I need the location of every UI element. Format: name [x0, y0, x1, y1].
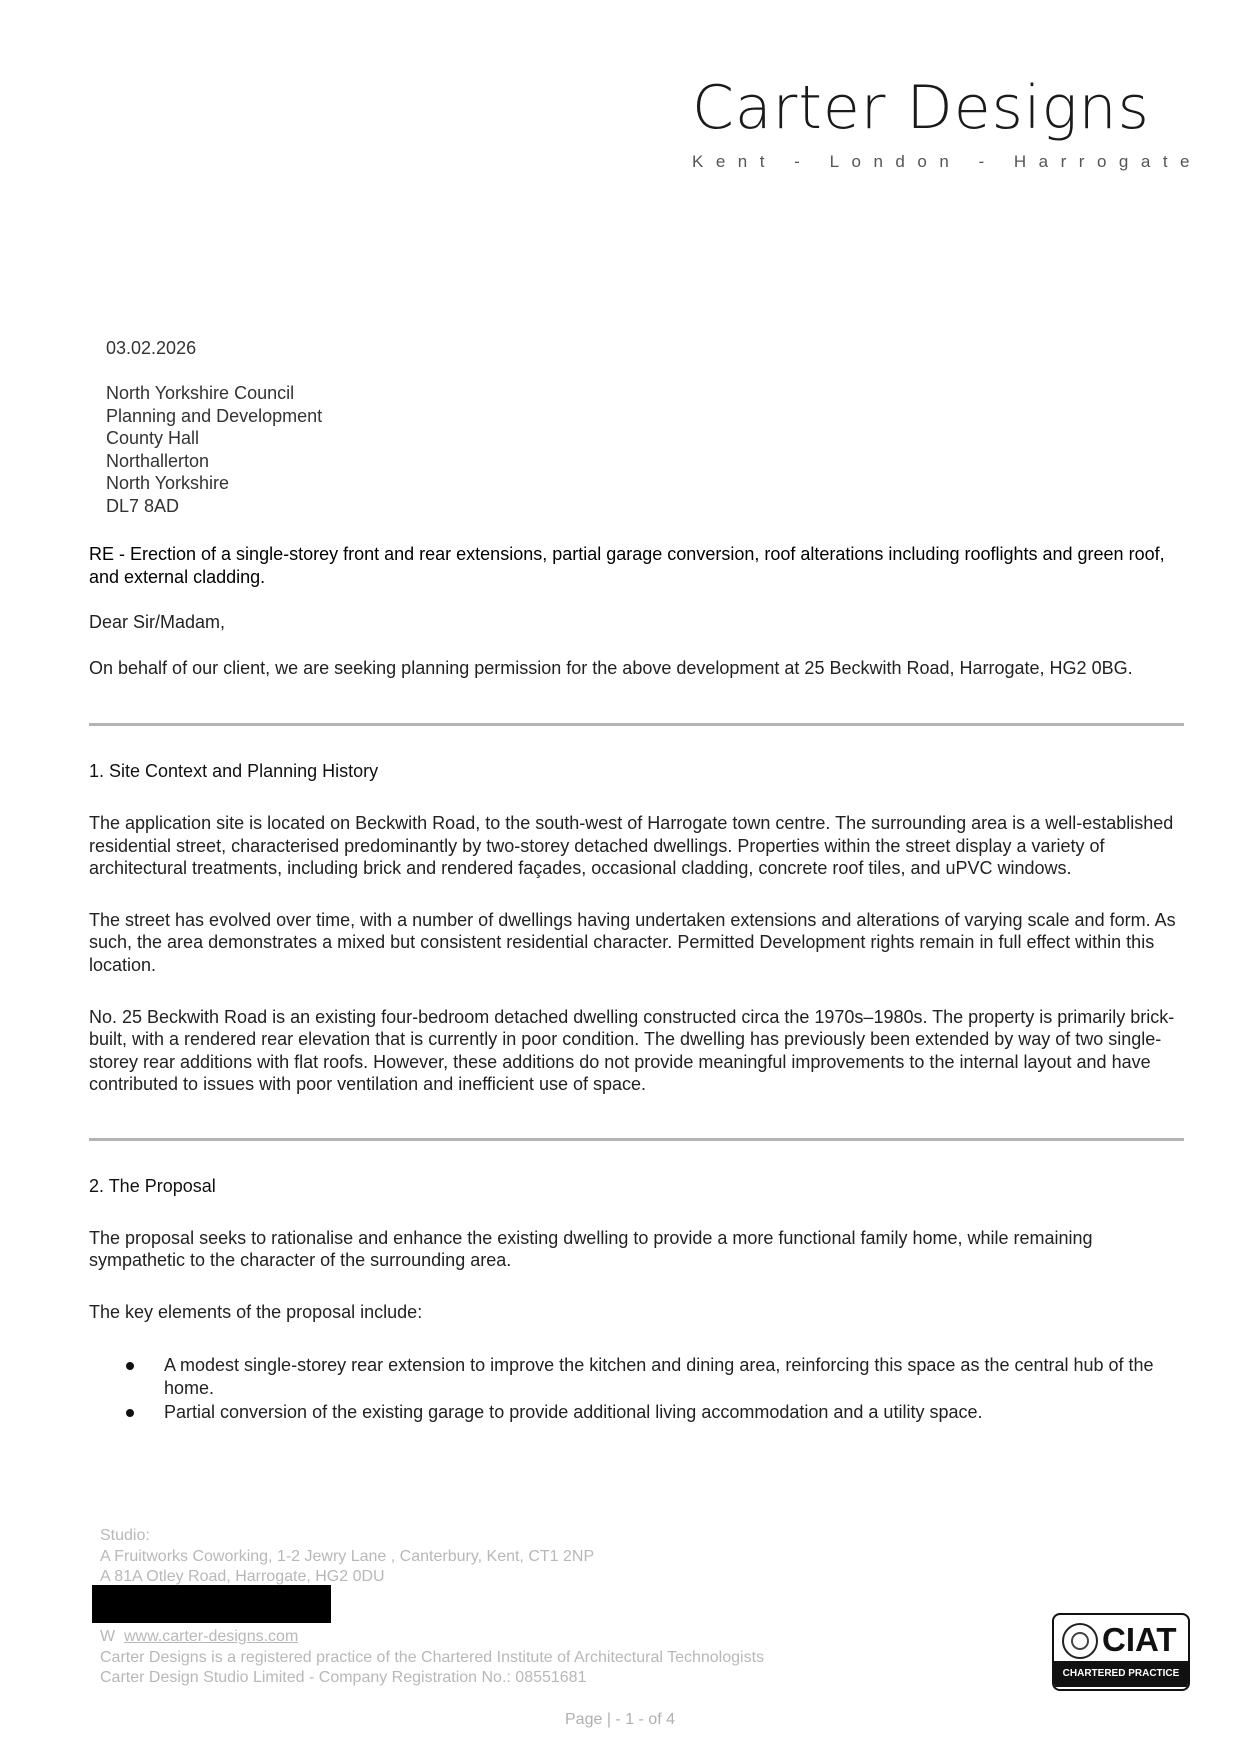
list-item	[89, 1354, 1184, 1399]
company-logo	[691, 73, 1202, 172]
paragraph: The street has evolved over time, with a number of dwellings having undertaken extensions and alterations of varying scale and form. As such, the area demonstrates a mixed but consistent residential character. Permitted Development rights remain in full effect within this location.	[89, 909, 1176, 975]
re-line: RE - Erection of a single-storey front and rear extensions, partial garage conversion, roof alterations including rooflights and green roof, and external cladding.	[89, 544, 1165, 587]
salutation: Dear Sir/Madam,	[89, 612, 226, 633]
recipient-line: North Yorkshire Council	[106, 383, 295, 403]
paragraph: The application site is located on Beckwith Road, to the south-west of Harrogate town centre. The surrounding area is a well-established residential street, characterised predominantly by two-storey detached dwellings. Properties within the street display a variety of architectural treatments, including brick and rendered façades, occasional cladding, concrete roof tiles, and uPVC windows.	[89, 812, 1174, 879]
studio-label: Studio:	[100, 1527, 150, 1544]
web-prefix: W	[100, 1628, 116, 1645]
section-heading-site: 1. Site Context and Planning History	[89, 761, 379, 782]
list-item	[89, 1401, 1184, 1424]
page-number: Page | - 1 - of 4	[565, 1711, 675, 1728]
list-item-text: Partial conversion of the existing garage to provide additional living accommodation and a utility space.	[164, 1402, 983, 1423]
section-divider	[89, 723, 1184, 726]
recipient-line: Planning and Development	[106, 405, 323, 426]
letter-date: 03.02.2026	[106, 338, 197, 358]
bullet-icon	[126, 1362, 134, 1370]
paragraph: The proposal seeks to rationalise and enhance the existing dwelling to provide a more functional family home, while remaining sympathetic to the character of the surrounding area.	[89, 1227, 1093, 1271]
recipient-line: Northallerton	[106, 450, 210, 471]
recipient-line: DL7 8AD	[106, 495, 180, 516]
list-item-text: A modest single-storey rear extension to improve the kitchen and dining area, reinforcing this space as the central hub of the home.	[164, 1355, 1154, 1398]
section-divider	[89, 1138, 1184, 1141]
paragraph: No. 25 Beckwith Road is an existing four-bedroom detached dwelling constructed circa the 1970s–1980s. The property is primarily brick-built, with a rendered rear elevation that is currently in poor condition. The dwelling has previously been extended by way of two single-storey rear additions with flat roofs. However, these additions do not provide meaningful improvements to the internal layout and have contributed to issues with poor ventilation and inefficient use of space.	[89, 1006, 1175, 1095]
letter-body	[89, 543, 1184, 1426]
redacted-block	[92, 1585, 331, 1623]
website-link[interactable]: www.carter-designs.com	[124, 1628, 299, 1645]
ciat-subtitle: CHARTERED PRACTICE	[1054, 1661, 1188, 1687]
recipient-line: North Yorkshire	[106, 473, 230, 494]
ciat-title: CIAT	[1102, 1621, 1177, 1658]
website-line	[100, 1627, 764, 1648]
studio-addresses	[100, 1526, 594, 1588]
company-name: Carter Designs	[691, 73, 1150, 143]
bullet-icon	[126, 1409, 134, 1417]
intro-paragraph: On behalf of our client, we are seeking planning permission for the above development at 25 Beckwith Road, Harrogate, HG2 0BG.	[89, 657, 1133, 678]
ciat-badge	[1052, 1613, 1190, 1691]
proposal-list	[89, 1354, 1184, 1424]
section-heading-proposal: 2. The Proposal	[89, 1175, 216, 1196]
registered-practice-note: Carter Designs is a registered practice of the Chartered Institute of Architectural Technologists	[100, 1648, 765, 1666]
studio-address-harrogate: A 81A Otley Road, Harrogate, HG2 0DU	[100, 1568, 385, 1585]
company-registration: Carter Design Studio Limited - Company Registration No.: 08551681	[100, 1669, 587, 1686]
studio-address-canterbury: A Fruitworks Coworking, 1-2 Jewry Lane , Canterbury, Kent, CT1 2NP	[100, 1547, 595, 1565]
ciat-badge-top	[1054, 1615, 1188, 1661]
company-locations: Kent - London - Harrogate	[691, 152, 1202, 171]
paragraph: The key elements of the proposal include:	[89, 1301, 423, 1322]
footer-info	[100, 1627, 764, 1689]
ciat-seal-icon	[1062, 1623, 1098, 1659]
recipient-address	[106, 382, 322, 518]
recipient-line: County Hall	[106, 428, 200, 449]
